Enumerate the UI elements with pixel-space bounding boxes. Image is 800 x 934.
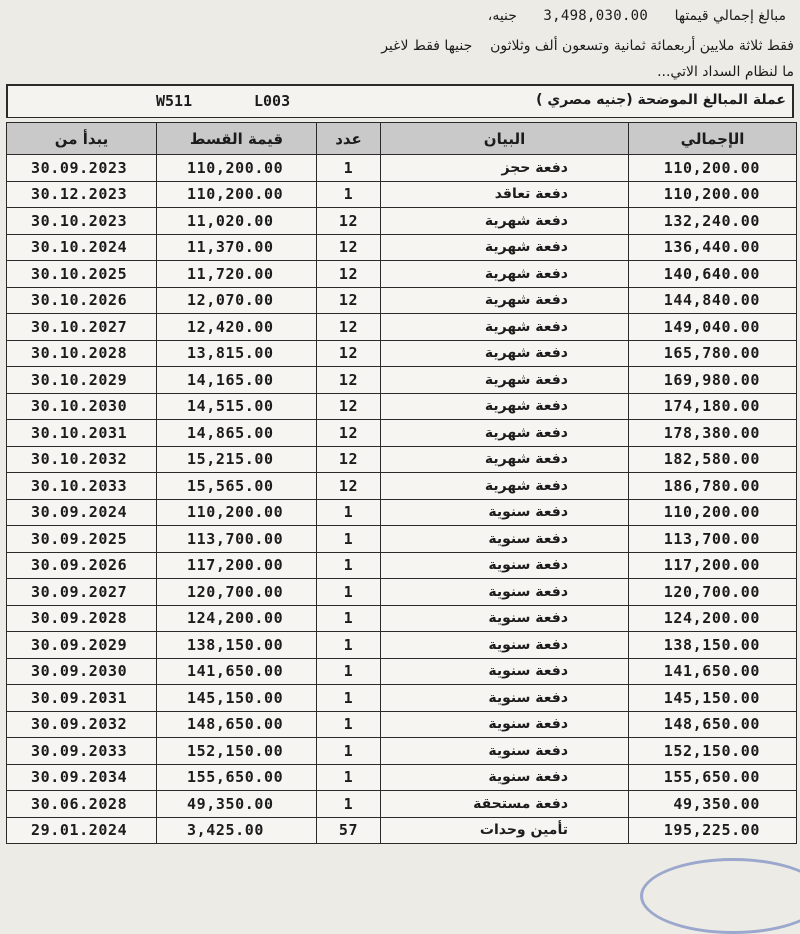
table-row [7,791,797,818]
cell-count: 1 [317,791,381,818]
cell-total: 145,150.00 [629,685,797,712]
cell-installment: 141,650.00 [157,658,317,685]
cell-total: 49,350.00 [629,791,797,818]
cell-description: دفعة سنوية [381,605,629,632]
cell-total: 110,200.00 [629,155,797,182]
cell-count: 12 [317,208,381,235]
cell-installment: 11,370.00 [157,234,317,261]
cell-installment: 11,020.00 [157,208,317,235]
cell-installment: 138,150.00 [157,632,317,659]
table-row [7,605,797,632]
cell-description: دفعة سنوية [381,658,629,685]
table-row [7,208,797,235]
cell-installment: 120,700.00 [157,579,317,606]
cell-date: 30.10.2033 [7,473,157,500]
cell-date: 30.10.2026 [7,287,157,314]
cell-description: دفعة سنوية [381,764,629,791]
cell-date: 30.10.2027 [7,314,157,341]
table-row [7,393,797,420]
table-row [7,314,797,341]
cell-description: دفعة شهرية [381,234,629,261]
cell-count: 12 [317,314,381,341]
cell-date: 30.09.2023 [7,155,157,182]
cell-date: 30.09.2024 [7,499,157,526]
total-amount-line [488,8,786,24]
cell-date: 30.10.2031 [7,420,157,447]
cell-total: 120,700.00 [629,579,797,606]
cell-description: دفعة شهرية [381,420,629,447]
cell-description: دفعة شهرية [381,367,629,394]
table-row [7,552,797,579]
cell-date: 30.10.2029 [7,367,157,394]
cell-installment: 15,565.00 [157,473,317,500]
cell-installment: 14,165.00 [157,367,317,394]
cell-installment: 124,200.00 [157,605,317,632]
cell-description: دفعة سنوية [381,499,629,526]
currency-title: عملة المبالغ الموضحة (جنيه مصري ) [536,92,786,108]
cell-date: 30.09.2032 [7,711,157,738]
cell-description: دفعة سنوية [381,526,629,553]
cell-description: دفعة شهرية [381,340,629,367]
cell-description: دفعة سنوية [381,632,629,659]
cell-description: دفعة حجز [381,155,629,182]
table-row [7,446,797,473]
cell-date: 30.09.2033 [7,738,157,765]
cell-date: 30.09.2030 [7,658,157,685]
cell-description: دفعة سنوية [381,579,629,606]
cell-installment: 49,350.00 [157,791,317,818]
cell-description: دفعة شهرية [381,446,629,473]
cell-installment: 110,200.00 [157,499,317,526]
cell-date: 29.01.2024 [7,817,157,844]
cell-total: 165,780.00 [629,340,797,367]
cell-installment: 148,650.00 [157,711,317,738]
cell-count: 12 [317,287,381,314]
table-row [7,473,797,500]
cell-description: دفعة شهرية [381,314,629,341]
column-header-date: يبدأ من [7,123,157,155]
cell-count: 1 [317,711,381,738]
cell-total: 195,225.00 [629,817,797,844]
cell-date: 30.09.2029 [7,632,157,659]
cell-count: 12 [317,340,381,367]
cell-total: 124,200.00 [629,605,797,632]
cell-count: 1 [317,181,381,208]
cell-date: 30.12.2023 [7,181,157,208]
cell-description: تأمين وحدات [381,817,629,844]
column-header-installment: قيمة القسط [157,123,317,155]
cell-total: 182,580.00 [629,446,797,473]
cell-total: 113,700.00 [629,526,797,553]
cell-count: 1 [317,764,381,791]
cell-total: 117,200.00 [629,552,797,579]
currency-banner [6,84,794,118]
table-row [7,738,797,765]
cell-count: 12 [317,367,381,394]
cell-date: 30.10.2030 [7,393,157,420]
cell-date: 30.10.2028 [7,340,157,367]
table-header-row [7,123,797,155]
table-row [7,367,797,394]
table-row [7,764,797,791]
cell-total: 132,240.00 [629,208,797,235]
amount-in-words-line [381,38,794,54]
table-row [7,526,797,553]
cell-total: 136,440.00 [629,234,797,261]
cell-count: 1 [317,738,381,765]
table-row [7,817,797,844]
cell-total: 155,650.00 [629,764,797,791]
cell-installment: 113,700.00 [157,526,317,553]
cell-description: دفعة شهرية [381,473,629,500]
cell-count: 12 [317,234,381,261]
amount-in-words-suffix: جنيها فقط لاغير [381,38,473,54]
cell-description: دفعة شهرية [381,287,629,314]
cell-total: 140,640.00 [629,261,797,288]
cell-installment: 12,070.00 [157,287,317,314]
cell-count: 12 [317,420,381,447]
cell-total: 186,780.00 [629,473,797,500]
table-row [7,685,797,712]
column-header-count: عدد [317,123,381,155]
cell-total: 138,150.00 [629,632,797,659]
table-row [7,155,797,182]
cell-total: 152,150.00 [629,738,797,765]
cell-installment: 15,215.00 [157,446,317,473]
cell-count: 1 [317,579,381,606]
table-row [7,340,797,367]
cell-date: 30.06.2028 [7,791,157,818]
cell-description: دفعة سنوية [381,738,629,765]
document-header [0,0,800,84]
cell-installment: 110,200.00 [157,181,317,208]
cell-date: 30.09.2027 [7,579,157,606]
cell-count: 1 [317,499,381,526]
cell-installment: 13,815.00 [157,340,317,367]
cell-date: 30.10.2023 [7,208,157,235]
cell-count: 1 [317,155,381,182]
stamp-mark [640,858,800,934]
cell-count: 1 [317,632,381,659]
cell-total: 141,650.00 [629,658,797,685]
cell-total: 169,980.00 [629,367,797,394]
table-row [7,261,797,288]
cell-description: دفعة شهرية [381,393,629,420]
total-amount-label: مبالغ إجمالي قيمتها [674,8,786,24]
cell-date: 30.09.2026 [7,552,157,579]
column-header-total: الإجمالي [629,123,797,155]
table-row [7,711,797,738]
cell-total: 149,040.00 [629,314,797,341]
table-row [7,579,797,606]
unit-code: W511 [156,92,193,110]
cell-count: 1 [317,552,381,579]
payment-system-line: ما لنظام السداد الاتي... [657,64,794,80]
table-row [7,499,797,526]
cell-installment: 14,865.00 [157,420,317,447]
cell-installment: 145,150.00 [157,685,317,712]
cell-count: 12 [317,261,381,288]
table-row [7,234,797,261]
cell-count: 12 [317,473,381,500]
cell-total: 144,840.00 [629,287,797,314]
level-code: L003 [254,92,291,110]
column-header-description: البيان [381,123,629,155]
cell-installment: 3,425.00 [157,817,317,844]
table-row [7,287,797,314]
cell-count: 1 [317,685,381,712]
cell-date: 30.10.2024 [7,234,157,261]
cell-installment: 152,150.00 [157,738,317,765]
amount-in-words: فقط ثلاثة ملايين أربعمائة ثمانية وتسعون ألف وثلاثون [490,38,794,54]
cell-total: 178,380.00 [629,420,797,447]
table-row [7,632,797,659]
cell-count: 57 [317,817,381,844]
cell-count: 12 [317,393,381,420]
cell-installment: 14,515.00 [157,393,317,420]
cell-count: 12 [317,446,381,473]
cell-description: دفعة سنوية [381,552,629,579]
cell-description: دفعة سنوية [381,685,629,712]
cell-installment: 110,200.00 [157,155,317,182]
cell-date: 30.10.2032 [7,446,157,473]
total-amount-suffix: جنيه، [487,8,517,24]
table-row [7,658,797,685]
cell-date: 30.10.2025 [7,261,157,288]
table-row [7,181,797,208]
cell-description: دفعة تعاقد [381,181,629,208]
cell-installment: 12,420.00 [157,314,317,341]
cell-total: 110,200.00 [629,499,797,526]
cell-installment: 11,720.00 [157,261,317,288]
cell-count: 1 [317,658,381,685]
cell-description: دفعة مستحقة [381,791,629,818]
cell-total: 110,200.00 [629,181,797,208]
cell-description: دفعة شهرية [381,261,629,288]
cell-installment: 117,200.00 [157,552,317,579]
cell-date: 30.09.2031 [7,685,157,712]
cell-description: دفعة شهرية [381,208,629,235]
cell-date: 30.09.2028 [7,605,157,632]
cell-date: 30.09.2034 [7,764,157,791]
total-amount-value: 3,498,030.00 [543,8,649,24]
table-row [7,420,797,447]
cell-description: دفعة سنوية [381,711,629,738]
cell-date: 30.09.2025 [7,526,157,553]
cell-count: 1 [317,605,381,632]
payment-schedule-table [6,122,797,844]
cell-installment: 155,650.00 [157,764,317,791]
cell-total: 148,650.00 [629,711,797,738]
cell-total: 174,180.00 [629,393,797,420]
cell-count: 1 [317,526,381,553]
